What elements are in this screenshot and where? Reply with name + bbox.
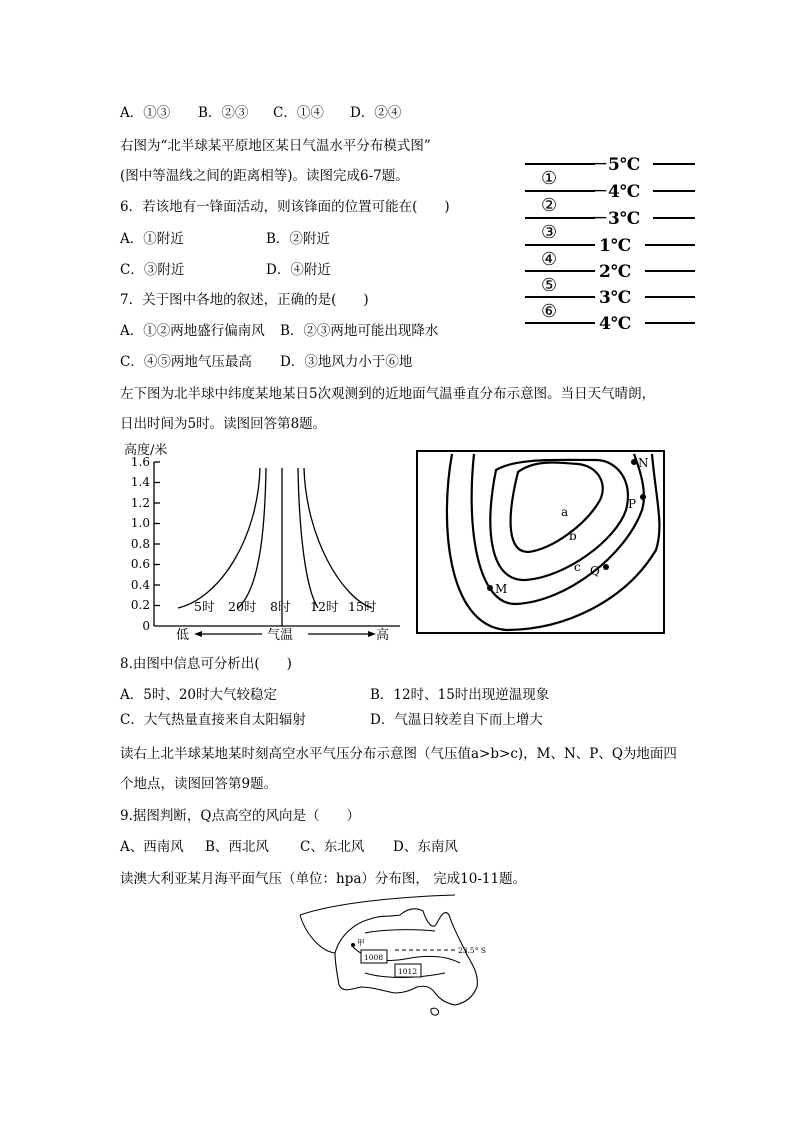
point-p-dot	[640, 494, 646, 500]
y-tick-label-4: 0.8	[130, 537, 150, 551]
point-q-dot	[603, 564, 609, 570]
series-label-20h: 20时	[228, 599, 257, 614]
isotherm-label-4: 1℃	[599, 236, 632, 256]
q5-option-b: B．②③	[198, 105, 249, 121]
point-n-dot	[631, 459, 637, 465]
isotherm-label-5: 2℃	[599, 262, 632, 282]
y-tick-label-1: 0.2	[130, 598, 150, 612]
australia-pressure-map	[295, 893, 525, 1018]
q6-option-a: A．①附近	[120, 231, 184, 247]
x-low-label: 低	[176, 628, 190, 643]
place-label-jia: 甲	[357, 938, 365, 947]
isotherm-figure	[515, 148, 705, 338]
isotherm-label-7: 4℃	[599, 314, 632, 334]
y-tick-label-2: 0.4	[130, 578, 150, 592]
q9-option-c: C、东北风	[300, 839, 365, 855]
intro-8-line1: 左下图为北半球中纬度某地某日5次观测到的近地面气温垂直分布示意图。当日天气晴朗，	[120, 386, 656, 402]
series-line-12h	[298, 468, 318, 608]
x-arrow-left-head	[194, 631, 202, 637]
series-label-8h: 8时	[270, 599, 291, 614]
pressure-figure-border	[417, 451, 664, 633]
isotherm-label-6: 3℃	[599, 288, 632, 308]
tasmania-outline	[431, 1008, 439, 1015]
zone-label-3: ③	[541, 222, 558, 243]
y-tick-label-6: 1.2	[130, 496, 150, 510]
q8-stem: 8.由图中信息可分析出( )	[120, 656, 292, 672]
isotherm-label-2: －4℃	[591, 182, 641, 202]
intro-10-11: 读澳大利亚某月海平面气压（单位：hpa）分布图， 完成10-11题。	[120, 871, 527, 887]
intro-6-7-line2: (图中等温线之间的距离相等)。读图完成6-7题。	[120, 168, 409, 184]
y-tick-label-5: 1.0	[130, 516, 150, 530]
latitude-label: 23.5° S	[458, 946, 486, 955]
q9-stem: 9.据图判断，Q点高空的风向是（ ）	[120, 808, 360, 824]
q5-option-c: C．①④	[273, 105, 324, 121]
top-outer-isobar	[300, 895, 455, 915]
x-axis-label: 气温	[267, 628, 294, 643]
point-label-p: P	[628, 497, 637, 511]
q6-stem: 6．若该地有一锋面活动，则该锋面的位置可能在( )	[120, 199, 450, 215]
q6-option-c: C．③附近	[120, 262, 185, 278]
q7-stem: 7．关于图中各地的叙述，正确的是( )	[120, 292, 369, 308]
series-line-20h	[238, 468, 266, 608]
series-label-12h: 12时	[310, 599, 339, 614]
zone-label-1: ①	[541, 168, 558, 189]
y-axis-label: 高度/米	[124, 443, 168, 458]
zone-label-5: ⑤	[541, 275, 558, 296]
isobar-outer	[447, 454, 660, 630]
q9-option-d: D、东南风	[393, 839, 458, 855]
q7-option-c: C．④⑤两地气压最高	[120, 354, 252, 370]
q6-option-b: B．②附近	[266, 231, 330, 247]
isotherm-label-3: －3℃	[591, 209, 641, 229]
y-axis-ticks	[154, 462, 160, 606]
q8-option-c: C．大气热量直接来自太阳辐射	[120, 712, 306, 728]
q8-option-a: A．5时、20时大气较稳定	[120, 687, 278, 703]
isobar-label-a: a	[561, 505, 569, 519]
temperature-profile-chart	[110, 438, 410, 648]
point-m-dot	[487, 585, 493, 591]
isobar-label-b: b	[569, 529, 577, 543]
q8-option-d: D．气温日较差自下而上增大	[370, 712, 543, 728]
series-label-5h: 5时	[194, 599, 215, 614]
intro-8-line2: 日出时间为5时。读图回答第8题。	[120, 416, 327, 432]
intro-6-7-line1: 右图为“北半球某平原地区某日气温水平分布模式图”	[120, 138, 431, 154]
series-label-15h: 15时	[348, 599, 377, 614]
point-label-m: M	[495, 582, 508, 596]
series-line-15h	[304, 468, 372, 608]
q5-option-d: D．②④	[350, 105, 402, 121]
y-tick-label-8: 1.6	[130, 455, 150, 469]
isotherm-label-1: －5℃	[591, 155, 641, 175]
intro-9-line1: 读右上北半球某地某时刻高空水平气压分布示意图（气压值a>b>c)，M、N、P、Q为地面四	[120, 746, 677, 762]
q8-option-b: B．12时、15时出现逆温现象	[370, 687, 550, 703]
left-outer-isobar	[300, 915, 335, 953]
place-jia-dot	[351, 943, 355, 947]
q6-option-d: D．④附近	[266, 262, 331, 278]
zone-label-6: ⑥	[541, 301, 558, 322]
y-tick-label-7: 1.4	[130, 475, 150, 489]
q7-option-b: B．②③两地可能出现降水	[280, 323, 439, 339]
zone-label-2: ②	[541, 195, 558, 216]
isobar-label-1012: 1012	[398, 967, 418, 976]
q9-option-b: B、西北风	[205, 839, 269, 855]
q9-option-a: A、西南风	[120, 839, 184, 855]
point-label-n: N	[638, 456, 649, 470]
q5-option-a: A．①③	[120, 105, 171, 121]
q7-option-a: A．①②两地盛行偏南风	[120, 323, 265, 339]
zone-label-4: ④	[541, 249, 558, 270]
isobar-label-1008: 1008	[364, 953, 384, 962]
australia-outline	[335, 909, 477, 1005]
y-tick-label-3: 0.6	[130, 557, 150, 571]
q7-option-d: D．③地风力小于⑥地	[280, 354, 413, 370]
x-high-label: 高	[376, 628, 390, 643]
y-tick-label-0: 0	[142, 619, 150, 633]
isobar-label-c: c	[574, 560, 581, 574]
inner-isobar-top	[365, 930, 435, 933]
intro-9-line2: 个地点，读图回答第9题。	[120, 776, 278, 792]
isobar-a	[511, 462, 603, 552]
point-label-q: Q	[590, 564, 600, 578]
pressure-figure	[416, 450, 668, 636]
x-arrow-right-head	[368, 631, 376, 637]
series-line-5h	[178, 468, 260, 608]
